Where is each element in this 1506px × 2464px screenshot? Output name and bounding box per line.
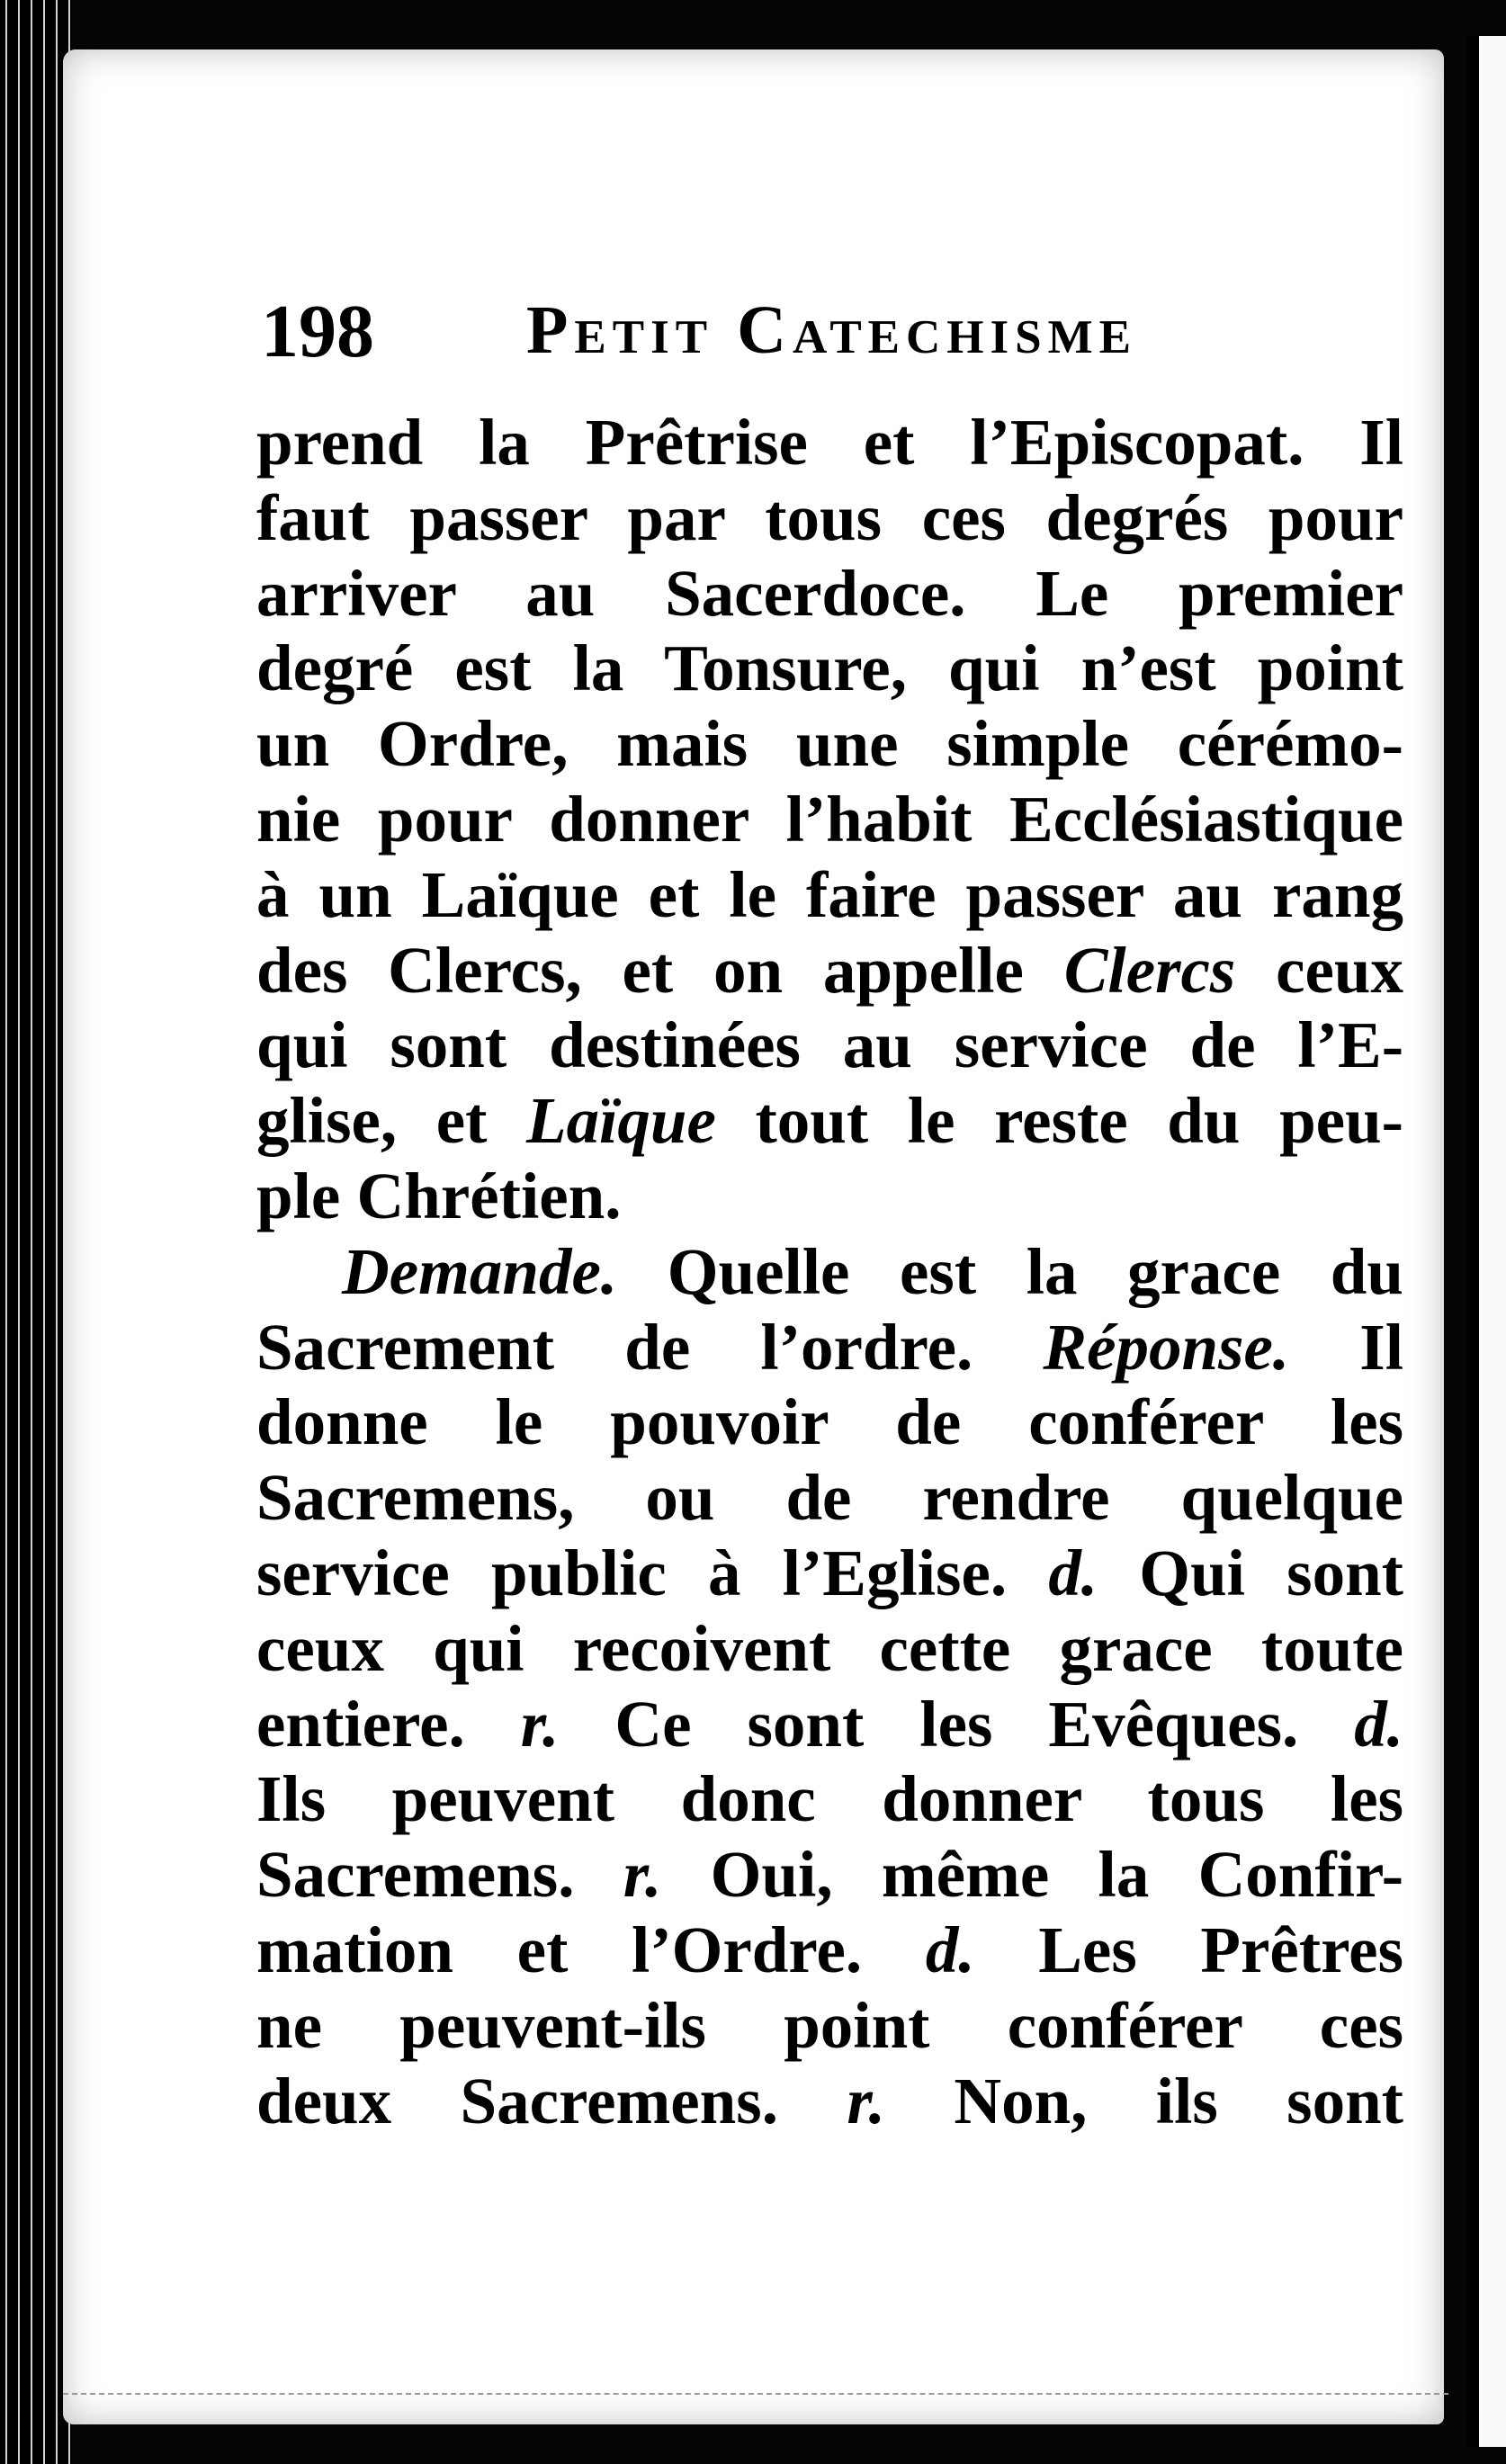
text-run: des Clercs, et on appelle	[256, 933, 1064, 1007]
text-line	[256, 1988, 1403, 2064]
text-line	[256, 2064, 1403, 2139]
italic-term: d.	[1354, 1687, 1403, 1761]
text-run: Sacrement de l’ordre.	[256, 1310, 1044, 1384]
text-run: arriver au Sacerdoce. Le premier	[256, 556, 1403, 630]
text-run: degré est la Tonsure, qui n’est point	[256, 632, 1403, 705]
running-header	[193, 288, 1246, 387]
text-run: ceux qui recoivent cette grace toute	[256, 1611, 1403, 1685]
text-run: Il	[1289, 1310, 1403, 1384]
italic-term: Demande.	[342, 1234, 618, 1308]
text-line	[256, 1687, 1403, 1762]
text-run: Non, ils sont	[884, 2064, 1403, 2137]
text-line	[256, 1761, 1403, 1837]
italic-term: d.	[1048, 1536, 1098, 1609]
italic-term: r.	[623, 1838, 662, 1912]
text-line	[256, 1384, 1403, 1460]
text-run: Sacremens, ou de rendre quelque	[256, 1461, 1403, 1535]
text-run: qui sont destinées au service de l’E-	[256, 1008, 1403, 1082]
text-line	[256, 480, 1403, 556]
text-run: ple Chrétien.	[256, 1159, 622, 1232]
text-run: Sacremens.	[256, 1838, 623, 1912]
text-line	[256, 1837, 1403, 1913]
text-line	[256, 1913, 1403, 1988]
italic-term: r.	[847, 2064, 885, 2137]
text-line	[256, 782, 1403, 857]
text-line	[256, 933, 1403, 1008]
text-run: prend la Prêtrise et l’Episcopat. Il	[256, 406, 1403, 479]
text-run: à un Laïque et le faire passer au rang	[256, 857, 1403, 931]
text-line	[256, 1611, 1403, 1687]
text-line	[256, 631, 1403, 706]
text-run: Les Prêtres	[974, 1913, 1403, 1986]
text-run: service public à l’Eglise.	[256, 1536, 1049, 1609]
facing-page-edge	[1466, 36, 1506, 2447]
text-run: faut passer par tous ces degrés pour	[256, 480, 1403, 554]
text-run: Qui sont	[1098, 1536, 1403, 1609]
text-line	[256, 405, 1403, 480]
text-run: ne peuvent-ils point conférer ces	[256, 1988, 1403, 2062]
text-line	[256, 1234, 1403, 1310]
text-run: mation et l’Ordre.	[256, 1913, 926, 1986]
text-line	[256, 1310, 1403, 1385]
text-line	[256, 706, 1403, 782]
text-line	[256, 556, 1403, 632]
book-spine-edge	[0, 0, 72, 2464]
text-line	[256, 1008, 1403, 1083]
text-line	[256, 1536, 1403, 1611]
text-run: Ils peuvent donc donner tous les	[256, 1762, 1403, 1836]
text-run: glise, et	[256, 1084, 527, 1158]
italic-term: r.	[520, 1687, 560, 1761]
text-run: entiere.	[256, 1687, 521, 1761]
text-run: un Ordre, mais une simple cérémo-	[256, 707, 1403, 781]
text-line	[256, 1159, 1403, 1234]
italic-term: Clercs	[1063, 933, 1236, 1007]
text-run: Quelle est la grace du	[617, 1234, 1403, 1308]
text-run: nie pour donner l’habit Ecclésiastique	[256, 782, 1403, 856]
running-title: Petit Catechisme	[526, 292, 1138, 368]
page-bottom-edge	[63, 2393, 1448, 2431]
text-run: donne le pouvoir de conférer les	[256, 1385, 1403, 1459]
text-line	[256, 1083, 1403, 1159]
italic-term: d.	[925, 1913, 975, 1986]
text-line	[256, 857, 1403, 933]
italic-term: Laïque	[526, 1084, 716, 1158]
text-run: tout le reste du peu-	[715, 1084, 1403, 1158]
text-line	[256, 1460, 1403, 1536]
text-run: Oui, même la Confir-	[661, 1838, 1404, 1912]
text-run: deux Sacremens.	[256, 2064, 847, 2137]
italic-term: Réponse.	[1043, 1310, 1290, 1384]
text-run: ceux	[1235, 933, 1403, 1007]
page-number: 198	[261, 290, 374, 373]
body-text	[256, 405, 1403, 2138]
text-run: Ce sont les Evêques.	[559, 1687, 1355, 1761]
